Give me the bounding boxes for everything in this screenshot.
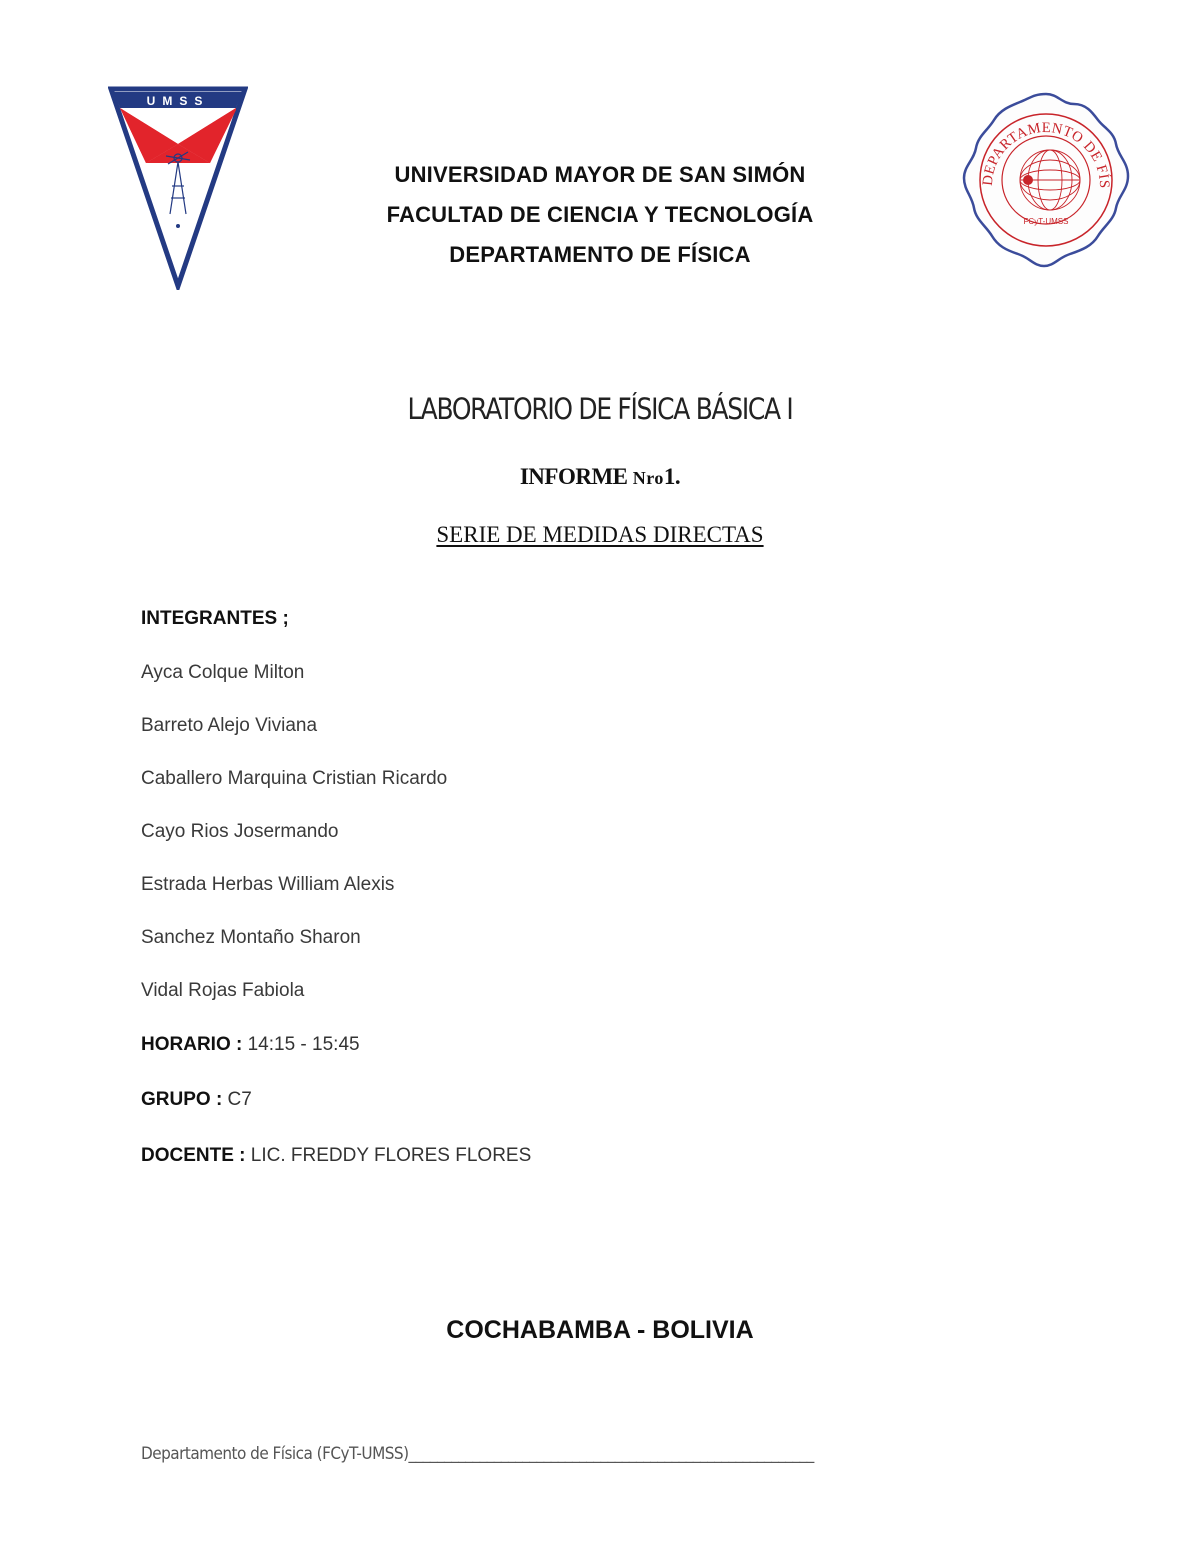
department-name: DEPARTAMENTO DE FÍSICA (449, 242, 751, 267)
member-name: Cayo Rios Josermando (141, 821, 339, 842)
group-label: GRUPO : (141, 1089, 223, 1110)
umss-logo-text: UMSS (146, 94, 210, 108)
schedule-label: HORARIO : (141, 1034, 243, 1055)
report-number-label: Nro (632, 468, 664, 488)
city-country: COCHABAMBA - BOLIVIA (446, 1316, 754, 1344)
faculty-name: FACULTAD DE CIENCIA Y TECNOLOGÍA (386, 202, 814, 227)
university-name: UNIVERSIDAD MAYOR DE SAN SIMÓN (394, 162, 806, 187)
seal-ring-text: DEPARTAMENTO DE FÍS (979, 119, 1113, 189)
page-footer: Departamento de Física (FCyT-UMSS)_________________________________________________________ (141, 1444, 814, 1464)
report-prefix: INFORME (519, 464, 633, 489)
member-name: Barreto Alejo Viviana (141, 715, 318, 736)
seal-bottom-text: FCyT-UMSS (1023, 217, 1069, 226)
report-number (200, 464, 1000, 490)
schedule-value: 14:15 - 15:45 (242, 1034, 360, 1055)
group-value: C7 (222, 1089, 252, 1110)
umss-logo (108, 86, 248, 290)
member-name: Caballero Marquina Cristian Ricardo (141, 768, 448, 789)
teacher-value: LIC. FREDDY FLORES FLORES (245, 1145, 532, 1166)
member-name: Sanchez Montaño Sharon (141, 927, 361, 948)
members-heading (141, 608, 289, 630)
teacher-label: DOCENTE : (141, 1145, 246, 1166)
member-name: Estrada Herbas William Alexis (141, 874, 395, 895)
teacher-line (141, 1145, 531, 1167)
members-label: INTEGRANTES ; (141, 608, 289, 629)
lab-title: LABORATORIO DE FÍSICA BÁSICA I (407, 392, 793, 426)
physics-department-seal (958, 90, 1134, 270)
member-name: Ayca Colque Milton (141, 662, 305, 683)
schedule-line (141, 1034, 360, 1056)
member-name: Vidal Rojas Fabiola (141, 980, 305, 1001)
group-line (141, 1089, 252, 1111)
report-subtitle: SERIE DE MEDIDAS DIRECTAS (436, 522, 764, 547)
report-number-value: 1. (663, 464, 681, 489)
